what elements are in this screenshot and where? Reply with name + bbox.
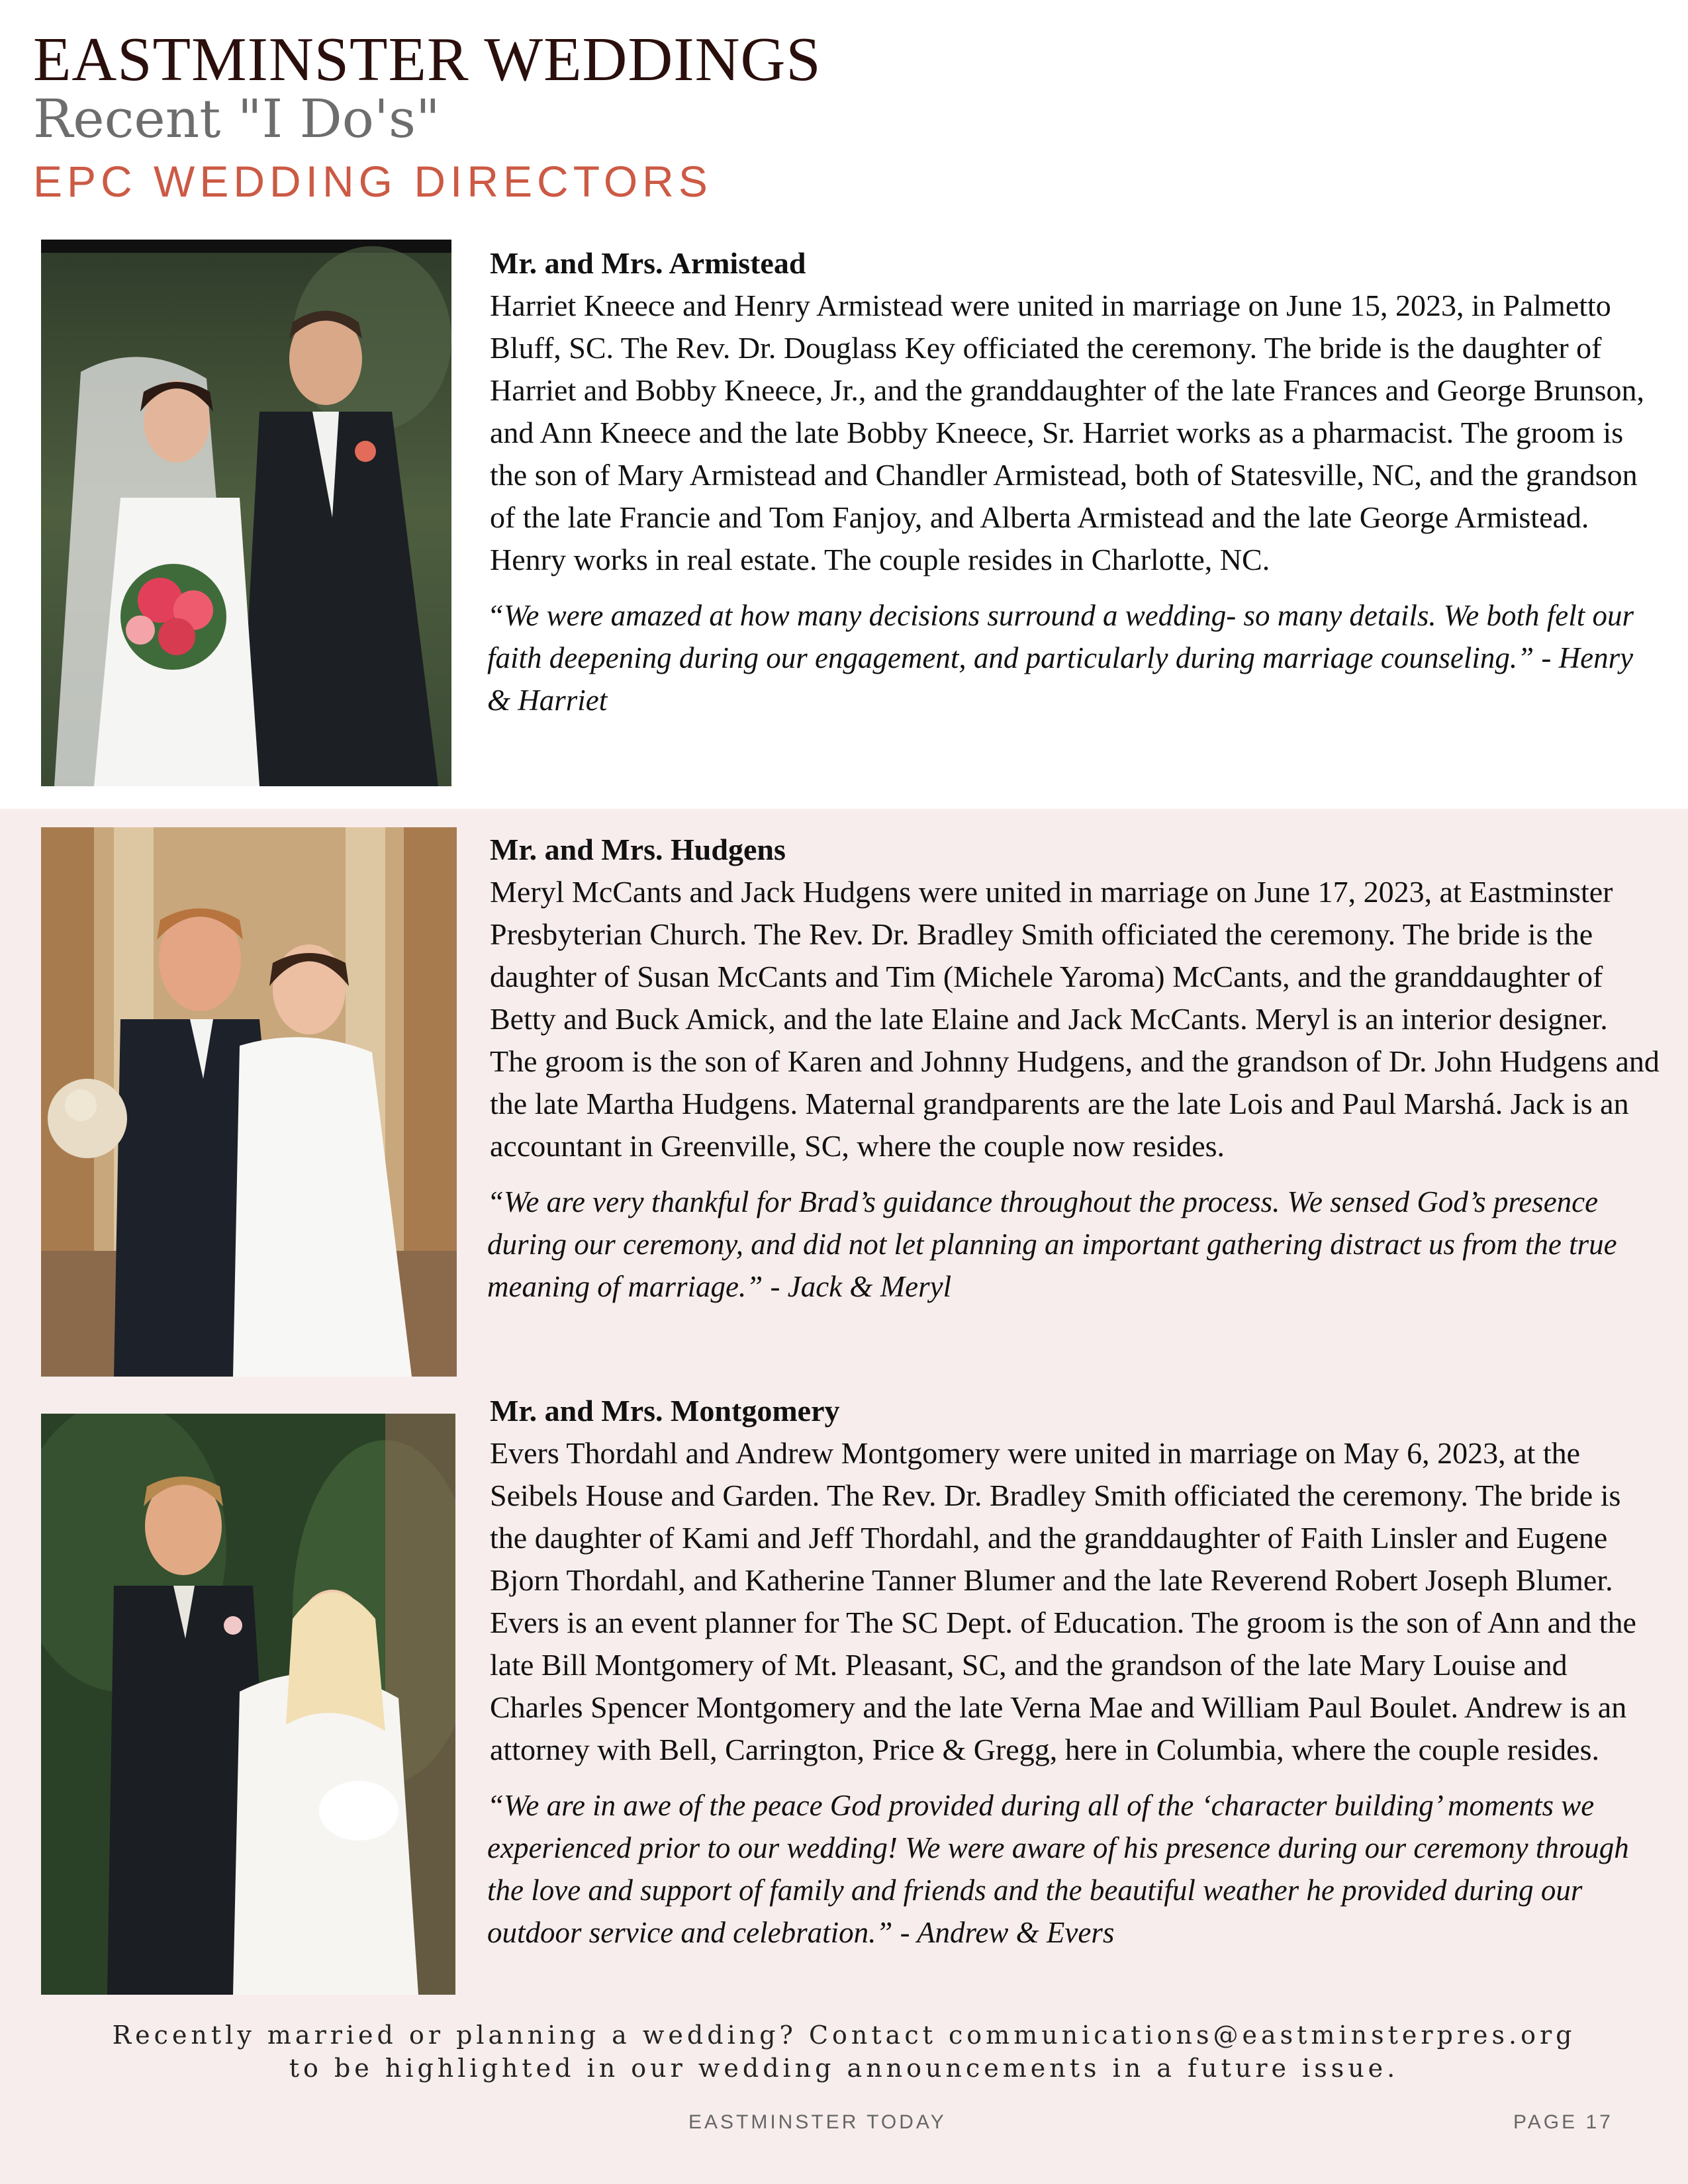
footer-note-line-2: to be highlighted in our wedding announcements in a future issue. bbox=[289, 2054, 1399, 2083]
publication-name: EASTMINSTER TODAY bbox=[688, 2111, 947, 2133]
wedding-entry-armistead bbox=[487, 242, 1662, 721]
page-header bbox=[33, 26, 821, 206]
couple-quote: “We were amazed at how many decisions surround a wedding- so many details. We both felt our faith deepening during our engagement, and particularly during marriage counseling.” - Henry & Harriet bbox=[487, 599, 1634, 717]
hudgens-wedding-photo bbox=[41, 827, 457, 1377]
wedding-story: Meryl McCants and Jack Hudgens were united in marriage on June 17, 2023, at Eastminster Presbyterian Church. The Rev. Dr. Bradley Smith officiated the ceremony. The bride is the daughter of Susan McCants and Tim (Michele Yaroma) McCants, and the granddaughter of Betty and Buck Amick, and the late Elaine and Jack McCants. Meryl is an interior designer. The groom is the son of Karen and Johnny Hudgens, and the grandson of Dr. John Hudgens and the late Martha Hudgens. Maternal grandparents are the late Lois and Paul Marshá. Jack is an accountant in Greenville, SC, where the couple now resides. bbox=[490, 875, 1660, 1163]
wedding-entry-montgomery bbox=[487, 1390, 1662, 1954]
page-number: PAGE 17 bbox=[1513, 2111, 1613, 2133]
footer-note-line-1: Recently married or planning a wedding? Contact communications@eastminsterpres.org bbox=[112, 2021, 1576, 2050]
couple-name: Mr. and Mrs. Hudgens bbox=[490, 833, 786, 866]
page-title: EASTMINSTER WEDDINGS bbox=[33, 25, 821, 94]
section-label: EPC WEDDING DIRECTORS bbox=[33, 157, 712, 206]
armistead-wedding-photo bbox=[41, 240, 451, 786]
wedding-story: Evers Thordahl and Andrew Montgomery were united in marriage on May 6, 2023, at the Seibels House and Garden. The Rev. Dr. Bradley Smith officiated the ceremony. The bride is the daughter of Kami and Jeff Thordahl, and the granddaughter of Faith Linsler and Eugene Bjorn Thordahl, and Katherine Tanner Blumer and the late Reverend Robert Joseph Blumer. Evers is an event planner for The SC Dept. of Education. The groom is the son of Ann and the late Bill Montgomery of Mt. Pleasant, SC, and the grandson of the late Mary Louise and Charles Spencer Montgomery and the late Verna Mae and William Paul Boulet. Andrew is an attorney with Bell, Carrington, Price & Gregg, here in Columbia, where the couple resides. bbox=[490, 1436, 1636, 1766]
wedding-entry-hudgens bbox=[487, 829, 1662, 1308]
couple-name: Mr. and Mrs. Armistead bbox=[490, 246, 806, 280]
couple-name: Mr. and Mrs. Montgomery bbox=[490, 1394, 840, 1428]
footer-contact-note bbox=[0, 2019, 1688, 2085]
wedding-story: Harriet Kneece and Henry Armistead were united in marriage on June 15, 2023, in Palmetto Bluff, SC. The Rev. Dr. Douglass Key officiated the ceremony. The bride is the daughter of Harriet and Bobby Kneece, Jr., and the granddaughter of the late Frances and George Brunson, and Ann Kneece and the late Bobby Kneece, Sr. Harriet works as a pharmacist. The groom is the son of Mary Armistead and Chandler Armistead, both of Statesville, NC, and the grandson of the late Francie and Tom Fanjoy, and Alberta Armistead and the late George Armistead. Henry works in real estate. The couple resides in Charlotte, NC. bbox=[490, 289, 1645, 576]
page-subtitle: Recent "I Do's" bbox=[33, 88, 440, 150]
couple-quote: “We are very thankful for Brad’s guidance throughout the process. We sensed God’s presence during our ceremony, and did not let planning an important gathering distract us from the true meaning of marriage.” - Jack & Meryl bbox=[487, 1185, 1617, 1303]
montgomery-wedding-photo bbox=[41, 1414, 455, 1995]
couple-quote: “We are in awe of the peace God provided during all of the ‘character building’ moments we experienced prior to our wedding! We were aware of his presence during our ceremony through the love and support of family and friends and the beautiful weather he provided during our outdoor service and celebration.” - Andrew & Evers bbox=[487, 1789, 1629, 1949]
